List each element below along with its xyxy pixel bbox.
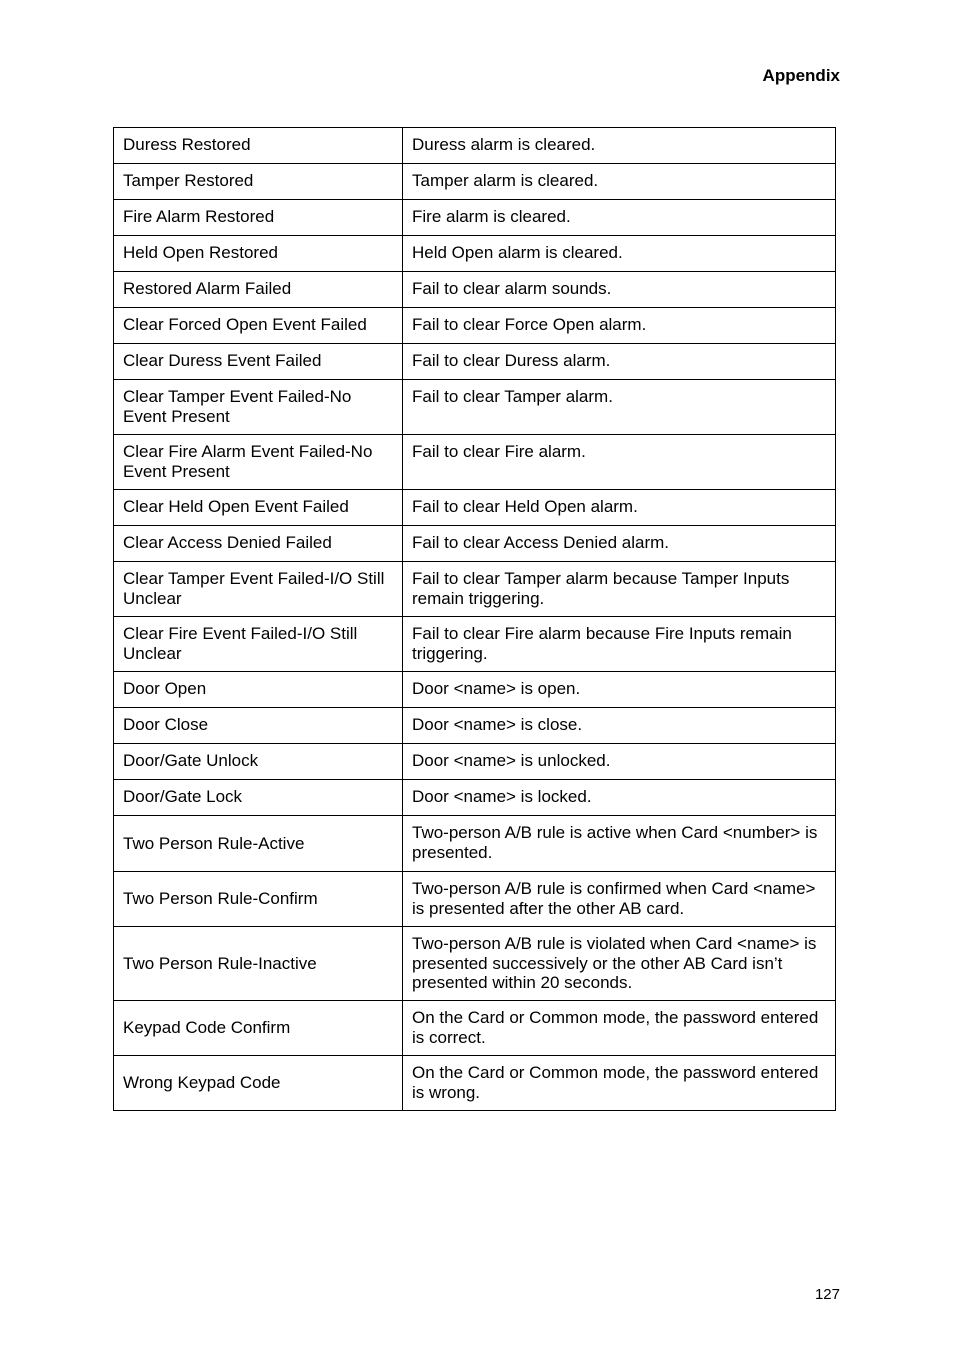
event-name-cell: Two Person Rule-Confirm	[114, 872, 403, 927]
event-description-cell: Fail to clear alarm sounds.	[403, 272, 836, 308]
event-name-cell: Keypad Code Confirm	[114, 1001, 403, 1056]
event-name-cell: Tamper Restored	[114, 164, 403, 200]
table-row	[114, 164, 836, 200]
table-row	[114, 435, 836, 490]
event-name-cell: Two Person Rule-Inactive	[114, 927, 403, 1001]
table-row	[114, 526, 836, 562]
event-name-cell: Clear Tamper Event Failed-I/O Still Unclear	[114, 562, 403, 617]
table-row	[114, 780, 836, 816]
table-row	[114, 272, 836, 308]
table-row	[114, 344, 836, 380]
event-name-cell: Door Open	[114, 672, 403, 708]
event-description-cell: Duress alarm is cleared.	[403, 128, 836, 164]
event-description-cell: On the Card or Common mode, the password entered is wrong.	[403, 1056, 836, 1111]
event-description-cell: Fail to clear Tamper alarm.	[403, 380, 836, 435]
event-name-cell: Clear Duress Event Failed	[114, 344, 403, 380]
table-row	[114, 380, 836, 435]
table-row	[114, 617, 836, 672]
event-name-cell: Held Open Restored	[114, 236, 403, 272]
page-header-title: Appendix	[762, 66, 840, 85]
table-row	[114, 200, 836, 236]
table-row	[114, 1001, 836, 1056]
event-name-cell: Door/Gate Unlock	[114, 744, 403, 780]
event-description-cell: Door <name> is unlocked.	[403, 744, 836, 780]
table-row	[114, 308, 836, 344]
event-description-cell: Fire alarm is cleared.	[403, 200, 836, 236]
table-body	[114, 128, 836, 1111]
table-row	[114, 1056, 836, 1111]
event-description-cell: Door <name> is open.	[403, 672, 836, 708]
event-name-cell: Door/Gate Lock	[114, 780, 403, 816]
table-row	[114, 490, 836, 526]
event-description-cell: Fail to clear Tamper alarm because Tamper Inputs remain triggering.	[403, 562, 836, 617]
table-row	[114, 708, 836, 744]
event-description-table	[113, 127, 836, 1111]
event-name-cell: Clear Held Open Event Failed	[114, 490, 403, 526]
event-name-cell: Clear Forced Open Event Failed	[114, 308, 403, 344]
event-description-cell: Held Open alarm is cleared.	[403, 236, 836, 272]
page-number: 127	[814, 1286, 840, 1303]
event-description-cell: Fail to clear Held Open alarm.	[403, 490, 836, 526]
table-row	[114, 872, 836, 927]
table-row	[114, 562, 836, 617]
event-description-cell: Fail to clear Force Open alarm.	[403, 308, 836, 344]
table-row	[114, 236, 836, 272]
table-row	[114, 927, 836, 1001]
table-row	[114, 672, 836, 708]
event-description-cell: Two-person A/B rule is confirmed when Card <name> is presented after the other AB card.	[403, 872, 836, 927]
event-name-cell: Two Person Rule-Active	[114, 816, 403, 872]
event-description-cell: Two-person A/B rule is violated when Card <name> is presented successively or the other AB Card isn’t presented within 20 seconds.	[403, 927, 836, 1001]
event-description-cell: Door <name> is close.	[403, 708, 836, 744]
event-name-cell: Clear Tamper Event Failed-No Event Present	[114, 380, 403, 435]
event-description-cell: Two-person A/B rule is active when Card <number> is presented.	[403, 816, 836, 872]
event-name-cell: Restored Alarm Failed	[114, 272, 403, 308]
table-row	[114, 128, 836, 164]
table-row	[114, 816, 836, 872]
event-name-cell: Door Close	[114, 708, 403, 744]
event-name-cell: Fire Alarm Restored	[114, 200, 403, 236]
event-description-cell: Fail to clear Duress alarm.	[403, 344, 836, 380]
table-row	[114, 744, 836, 780]
event-name-cell: Clear Fire Event Failed-I/O Still Unclear	[114, 617, 403, 672]
event-name-cell: Clear Fire Alarm Event Failed-No Event Present	[114, 435, 403, 490]
event-name-cell: Clear Access Denied Failed	[114, 526, 403, 562]
event-description-cell: On the Card or Common mode, the password entered is correct.	[403, 1001, 836, 1056]
event-name-cell: Wrong Keypad Code	[114, 1056, 403, 1111]
event-description-cell: Fail to clear Access Denied alarm.	[403, 526, 836, 562]
event-description-cell: Tamper alarm is cleared.	[403, 164, 836, 200]
event-description-cell: Door <name> is locked.	[403, 780, 836, 816]
event-description-cell: Fail to clear Fire alarm.	[403, 435, 836, 490]
event-name-cell: Duress Restored	[114, 128, 403, 164]
event-description-cell: Fail to clear Fire alarm because Fire Inputs remain triggering.	[403, 617, 836, 672]
